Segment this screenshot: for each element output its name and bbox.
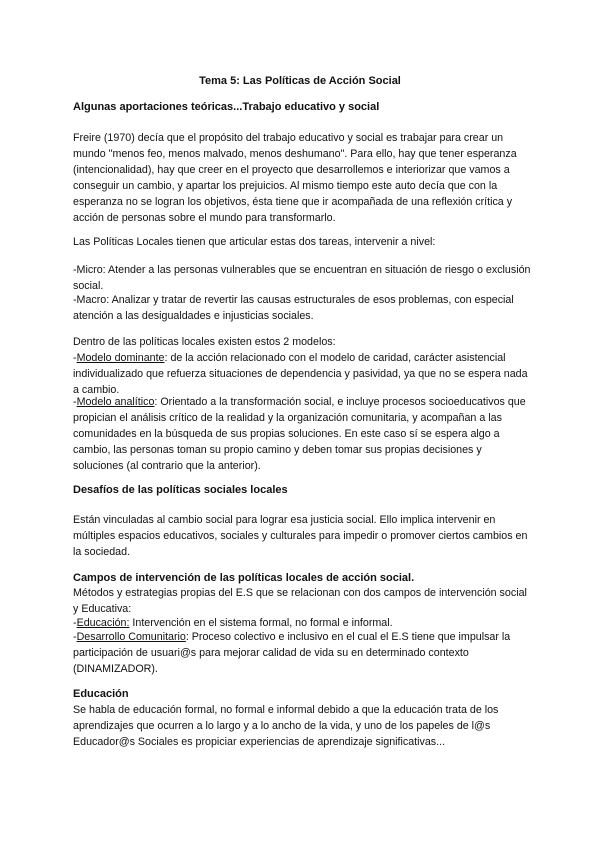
section-heading-campos: Campos de intervención de las políticas locales de acción social.: [73, 572, 415, 584]
bullet-dash: -: [73, 617, 77, 629]
list-item-modelo-dominante: [73, 350, 531, 398]
list-item-macro: -Macro: Analizar y tratar de revertir las causas estructurales de esos problemas, con especial atención a las desigualdades e injusticias sociales.: [73, 294, 514, 322]
definition-modelo-analitico: : Orientado a la transformación social, e incluye procesos socioeducativos que propician el análisis crítico de la realidad y la organización comunitaria, y acompañan a las comunidades en la búsqueda de sus propias soluciones. En este caso sí se espera algo a cambio, las personas toman su propio camino y deben tomar sus propias decisiones y soluciones (al contrario que la anterior).: [73, 396, 526, 472]
paragraph-models-intro: Dentro de las políticas locales existen estos 2 modelos:: [73, 336, 336, 348]
bullet-dash: -: [73, 352, 77, 364]
paragraph-desafios: Están vinculadas al cambio social para lograr esa justicia social. Ello implica intervenir en múltiples espacios educativos, sociales y culturales para impedir o promover ciertos cambios en la sociedad.: [73, 514, 528, 558]
term-educacion: Educación:: [76, 617, 130, 629]
definition-educacion: Intervención en el sistema formal, no formal e informal.: [129, 617, 393, 629]
list-item-micro: -Micro: Atender a las personas vulnerables que se encuentran en situación de riesgo o exclusión social.: [73, 264, 531, 292]
paragraph-educacion: Se habla de educación formal, no formal e informal debido a que la educación trata de los aprendizajes que ocurren a lo largo y a lo ancho de la vida, y uno de los papeles de l@s Educador@s Sociales es propiciar experiencias de aprendizaje significativas...: [73, 704, 499, 748]
term-modelo-dominante: Modelo dominante: [76, 352, 165, 364]
section-heading-aportaciones: Algunas aportaciones teóricas...Trabajo educativo y social: [73, 101, 380, 113]
list-item-modelo-analitico: [73, 394, 531, 474]
document-title: Tema 5: Las Políticas de Acción Social: [199, 75, 401, 87]
bullet-dash: -: [73, 631, 77, 643]
section-heading-desafios: Desafíos de las políticas sociales locales: [73, 484, 288, 496]
definition-modelo-dominante: : de la acción relacionado con el modelo de caridad, carácter asistencial individualizado que refuerza situaciones de dependencia y pasividad, ya que no se espera nada a cambio.: [73, 352, 528, 396]
paragraph-campos-intro: Métodos y estrategias propias del E.S que se relacionan con dos campos de intervención social y Educativa:: [73, 587, 527, 615]
bullet-dash: -: [73, 396, 77, 408]
term-desarrollo-comunitario: Desarrollo Comunitario: [76, 631, 186, 643]
paragraph-levels-intro: Las Políticas Locales tienen que articular estas dos tareas, intervenir a nivel:: [73, 236, 436, 248]
section-heading-educacion: Educación: [73, 688, 129, 700]
paragraph-freire: Freire (1970) decía que el propósito del trabajo educativo y social es trabajar para crear un mundo "menos feo, menos malvado, menos deshumano". Para ello, hay que tener esperanza (intencionalidad), hay que creer en el proyecto que desarrollemos e interiorizar que vamos a conseguir un cambio, y apartar los prejuicios. Al mismo tiempo este auto decía que con la esperanza no se logran los objetivos, ésta tiene que ir acompañada de una reflexión crítica y acción de personas sobre el mundo para transformarlo.: [73, 132, 517, 224]
definition-desarrollo-comunitario: : Proceso colectivo e inclusivo en el cual el E.S tiene que impulsar la participación de usuari@s para mejorar calidad de vida su en determinado contexto (DINAMIZADOR).: [73, 631, 511, 675]
list-item-desarrollo-comunitario: [73, 629, 531, 677]
term-modelo-analitico: Modelo analítico: [76, 396, 155, 408]
